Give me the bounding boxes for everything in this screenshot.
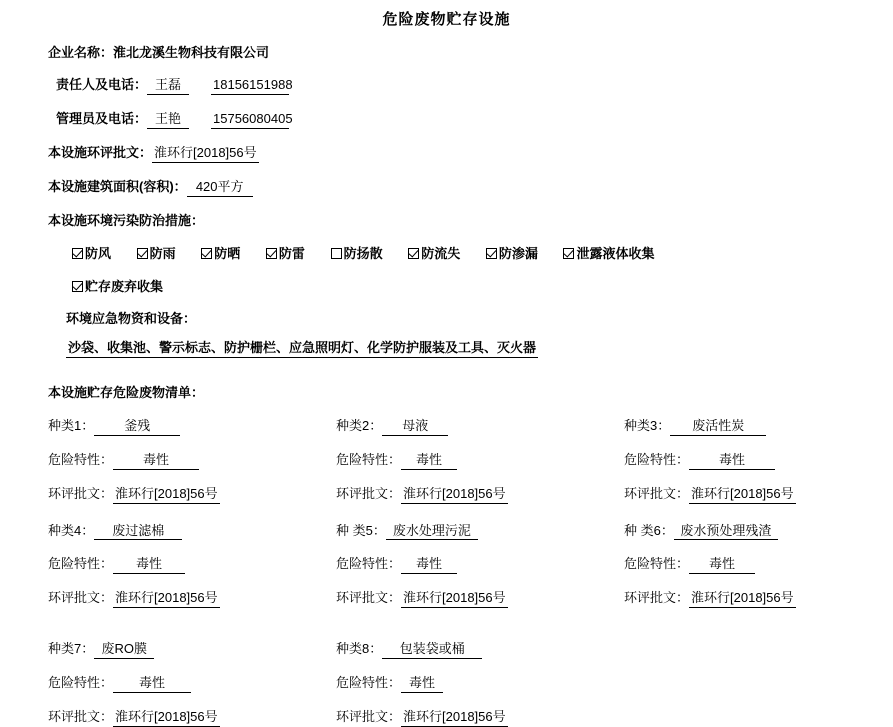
checkbox-icon[interactable] <box>563 248 574 259</box>
field-company <box>48 42 853 61</box>
checkbox-icon[interactable] <box>486 248 497 259</box>
item-hazard-value: 毒性 <box>401 453 457 470</box>
checkbox-item-fangshenlou[interactable] <box>486 243 538 262</box>
field-manager <box>56 74 853 95</box>
item-hazard-value: 毒性 <box>401 557 457 574</box>
item-type-label: 种 类6： <box>624 522 674 538</box>
item-approval-label: 环评批文： <box>624 485 690 501</box>
checkbox-label: 防扬散 <box>343 245 383 261</box>
item-type-label: 种类2： <box>336 417 383 433</box>
inventory-item-1 <box>48 415 336 504</box>
manager-label: 责任人及电话： <box>56 77 148 92</box>
checkbox-item-fangyu[interactable] <box>137 243 176 262</box>
item-hazard-value: 毒性 <box>689 557 755 574</box>
admin-name-value: 王艳 <box>147 112 189 129</box>
manager-phone-value: 18156151988 <box>211 78 289 95</box>
checkbox-label: 泄露液体收集 <box>576 245 655 261</box>
item-hazard-value: 毒性 <box>401 676 443 693</box>
item-name-value: 母液 <box>382 419 448 436</box>
checkbox-icon[interactable] <box>137 248 148 259</box>
item-name-value: 废水预处理残渣 <box>674 524 778 541</box>
item-approval-label: 环评批文： <box>624 590 690 606</box>
checkbox-item-fangliushi[interactable] <box>408 243 460 262</box>
checkbox-label: 防雷 <box>278 245 305 261</box>
inventory-item-3 <box>624 415 893 504</box>
item-type-label: 种类4： <box>48 522 95 538</box>
checkbox-label: 防晒 <box>214 245 241 261</box>
item-hazard-value: 毒性 <box>689 453 775 470</box>
page-title: 危险废物贮存设施 <box>382 11 511 28</box>
item-type-label: 种 类5： <box>336 522 386 538</box>
item-name-value: 废水处理污泥 <box>386 524 478 541</box>
field-admin <box>56 108 853 129</box>
checkbox-item-fangshai[interactable] <box>201 243 240 262</box>
item-approval-value: 淮环行[2018]56号 <box>689 487 796 504</box>
item-hazard-label: 危险特性： <box>336 556 402 572</box>
approval-value: 淮环行[2018]56号 <box>152 146 259 163</box>
admin-label: 管理员及电话： <box>56 110 148 126</box>
inventory-row-2 <box>48 520 853 609</box>
checkbox-label: 防流失 <box>421 245 461 261</box>
measures-row-1 <box>72 243 853 262</box>
checkbox-icon[interactable] <box>72 248 83 259</box>
emergency-value: 沙袋、收集池、警示标志、防护栅栏、应急照明灯、化学防护服装及工具、灭火器 <box>66 341 538 358</box>
inventory-item-5 <box>336 520 624 609</box>
area-label: 本设施建筑面积(容积)： <box>48 178 187 194</box>
document-page <box>0 8 893 725</box>
checkbox-label: 防风 <box>85 245 112 261</box>
inventory-row-1 <box>48 415 853 504</box>
inventory-item-6 <box>624 520 893 609</box>
item-name-value: 废RO膜 <box>94 642 154 659</box>
checkbox-icon[interactable] <box>331 248 342 259</box>
item-type-label: 种类3： <box>624 417 671 433</box>
emergency-heading: 环境应急物资和设备： <box>66 310 197 326</box>
item-name-value: 釜残 <box>94 419 180 436</box>
document-body <box>0 42 893 727</box>
inventory-item-4 <box>48 520 336 609</box>
item-hazard-label: 危险特性： <box>336 675 402 691</box>
item-approval-label: 环评批文： <box>48 590 114 606</box>
item-approval-label: 环评批文： <box>336 709 402 725</box>
checkbox-icon[interactable] <box>72 281 83 292</box>
item-approval-value: 淮环行[2018]56号 <box>689 591 796 608</box>
item-type-label: 种类1： <box>48 417 95 433</box>
item-approval-label: 环评批文： <box>48 709 114 725</box>
item-name-value: 包装袋或桶 <box>382 642 482 659</box>
measures-heading: 本设施环境污染防治措施： <box>48 212 205 228</box>
measures-row-2 <box>72 276 853 295</box>
checkbox-item-fanglei[interactable] <box>266 243 305 262</box>
item-hazard-value: 毒性 <box>113 557 185 574</box>
item-approval-label: 环评批文： <box>336 590 402 606</box>
item-hazard-label: 危险特性： <box>48 556 114 572</box>
item-type-label: 种类7： <box>48 641 95 657</box>
item-approval-value: 淮环行[2018]56号 <box>113 710 220 727</box>
item-approval-value: 淮环行[2018]56号 <box>401 591 508 608</box>
item-name-value: 废过滤棉 <box>94 524 182 541</box>
checkbox-item-zhucunfeiqishouji[interactable] <box>72 276 163 295</box>
checkbox-item-fangfeng[interactable] <box>72 243 111 262</box>
checkbox-icon[interactable] <box>408 248 419 259</box>
inventory-grid <box>48 415 853 727</box>
inventory-item-2 <box>336 415 624 504</box>
checkbox-label: 贮存废弃收集 <box>85 278 164 294</box>
item-approval-value: 淮环行[2018]56号 <box>113 591 220 608</box>
area-value: 420平方 <box>187 180 253 197</box>
company-label: 企业名称： <box>48 45 114 60</box>
item-hazard-value: 毒性 <box>113 453 199 470</box>
manager-name-value: 王磊 <box>147 78 189 95</box>
inventory-item-empty <box>624 638 893 727</box>
field-approval <box>48 142 853 163</box>
checkbox-item-xielouyetishouji[interactable] <box>563 243 654 262</box>
item-name-value: 废活性炭 <box>670 419 766 436</box>
item-type-label: 种类8： <box>336 641 383 657</box>
emergency-resources <box>66 340 853 358</box>
company-value: 淮北龙溪生物科技有限公司 <box>113 45 270 60</box>
checkbox-item-fangyangsan[interactable] <box>331 243 383 262</box>
item-hazard-value: 毒性 <box>113 676 191 693</box>
item-hazard-label: 危险特性： <box>48 675 114 691</box>
item-approval-value: 淮环行[2018]56号 <box>401 487 508 504</box>
item-approval-value: 淮环行[2018]56号 <box>401 710 508 727</box>
checkbox-label: 防雨 <box>149 245 176 261</box>
item-approval-label: 环评批文： <box>48 485 114 501</box>
checkbox-label: 防渗漏 <box>498 245 538 261</box>
item-hazard-label: 危险特性： <box>624 451 690 467</box>
approval-label: 本设施环评批文： <box>48 144 153 160</box>
item-approval-value: 淮环行[2018]56号 <box>113 487 220 504</box>
checkbox-icon[interactable] <box>266 248 277 259</box>
inventory-title: 本设施贮存危险废物清单： <box>48 384 205 400</box>
admin-phone-value: 15756080405 <box>211 112 289 129</box>
item-hazard-label: 危险特性： <box>48 451 114 467</box>
item-hazard-label: 危险特性： <box>624 556 690 572</box>
inventory-item-7 <box>48 638 336 727</box>
checkbox-icon[interactable] <box>201 248 212 259</box>
item-hazard-label: 危险特性： <box>336 451 402 467</box>
inventory-row-3 <box>48 638 853 727</box>
item-approval-label: 环评批文： <box>336 485 402 501</box>
field-area <box>48 176 853 197</box>
inventory-item-8 <box>336 638 624 727</box>
